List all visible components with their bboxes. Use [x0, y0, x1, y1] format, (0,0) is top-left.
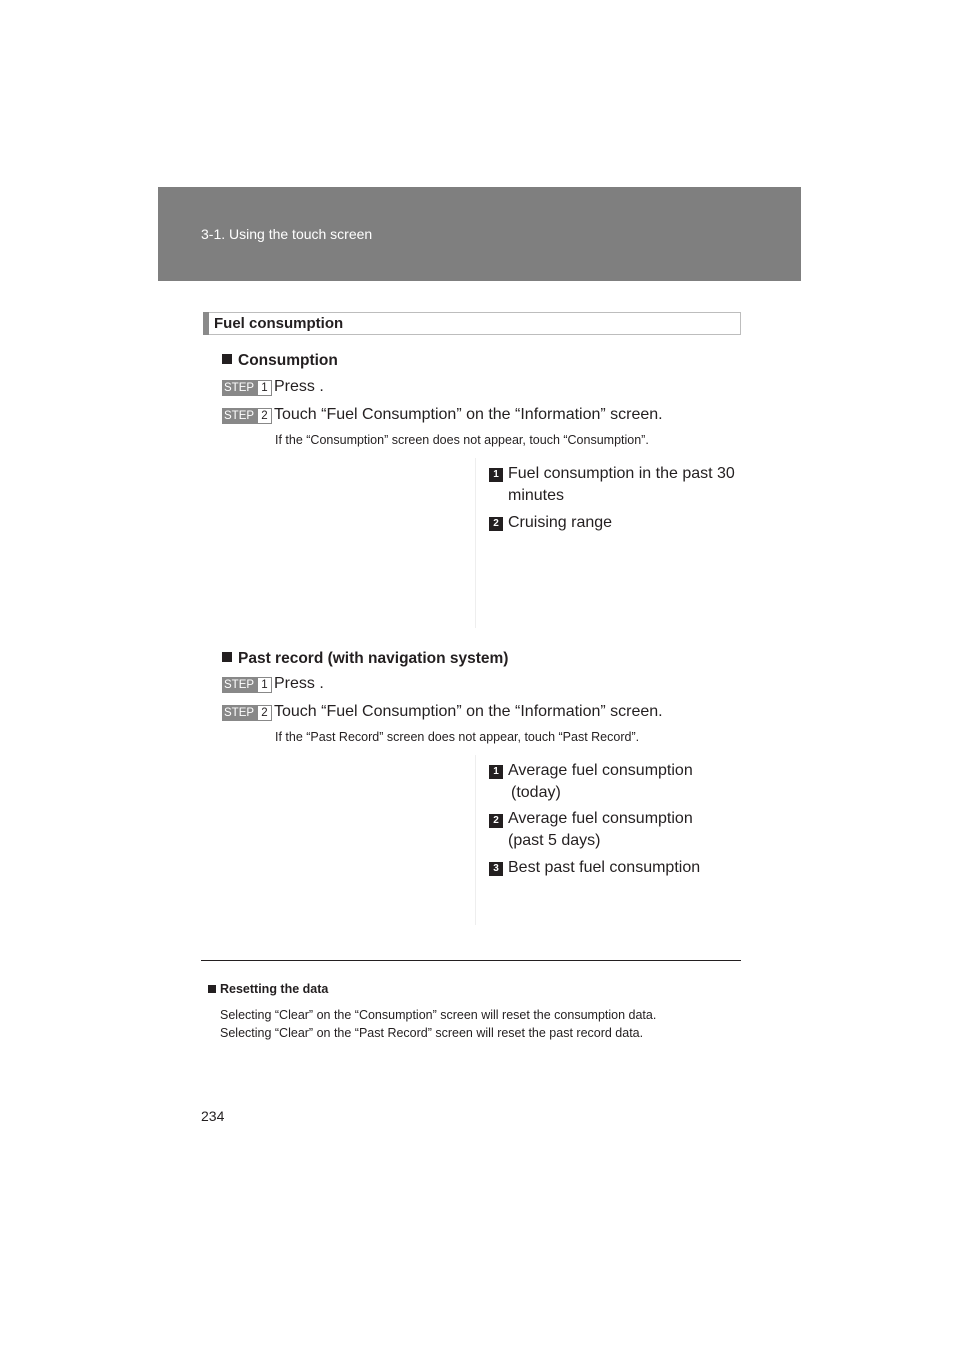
step-word: STEP [222, 380, 258, 396]
footnote-line: Selecting “Clear” on the “Consumption” screen will reset the consumption data. [220, 1008, 657, 1022]
past-record-subheading [222, 650, 508, 668]
legend-text-line: minutes [508, 487, 565, 504]
legend-item: Cruising range [508, 514, 613, 531]
step-badge-1 [222, 380, 272, 396]
step-number: 1 [258, 380, 272, 396]
consumption-screen-illustration [274, 458, 476, 628]
step-number: 2 [258, 408, 272, 424]
consumption-subheading [222, 352, 338, 370]
legend-marker-1: 1 [489, 468, 503, 482]
footnote-line: Selecting “Clear” on the “Past Record” screen will reset the past record data. [220, 1026, 644, 1040]
legend-marker-2: 2 [489, 814, 503, 828]
legend-text-line: Average fuel consumption [508, 810, 693, 827]
consumption-step2-text: Touch “Fuel Consumption” on the “Information” screen. [274, 406, 663, 423]
header-band [158, 187, 801, 281]
legend-item: Best past fuel consumption [508, 859, 701, 876]
step-word: STEP [222, 408, 258, 424]
square-bullet-icon [222, 652, 232, 662]
legend-text-line: Fuel consumption in the past 30 [508, 465, 735, 482]
section-heading [203, 312, 741, 335]
legend-marker-3: 3 [489, 862, 503, 876]
section-breadcrumb: 3-1. Using the touch screen [201, 226, 373, 242]
square-bullet-icon [208, 985, 216, 993]
footnote-divider [201, 960, 741, 961]
step-word: STEP [222, 705, 258, 721]
footnote-heading-text: Resetting the data [220, 982, 329, 996]
legend-text-line: Average fuel consumption [508, 762, 693, 779]
legend-item [508, 808, 693, 852]
section-heading-bar [203, 312, 209, 335]
legend-text-line: (today) [511, 784, 561, 801]
step-badge-1 [222, 677, 272, 693]
past-record-step2-text: Touch “Fuel Consumption” on the “Information” screen. [274, 703, 663, 720]
past-record-screen-illustration [274, 755, 476, 925]
past-record-subheading-text: Past record (with navigation system) [238, 650, 509, 667]
step-badge-2 [222, 408, 272, 424]
past-record-note: If the “Past Record” screen does not appear, touch “Past Record”. [275, 730, 640, 744]
legend-item [508, 760, 693, 804]
past-record-step1-text: Press . [274, 675, 324, 692]
legend-marker-1: 1 [489, 765, 503, 779]
step-badge-2 [222, 705, 272, 721]
section-title: Fuel consumption [214, 315, 344, 332]
step-number: 1 [258, 677, 272, 693]
page-number: 234 [201, 1108, 225, 1124]
square-bullet-icon [222, 354, 232, 364]
step-number: 2 [258, 705, 272, 721]
consumption-step1-text: Press . [274, 378, 324, 395]
legend-marker-2: 2 [489, 517, 503, 531]
step-word: STEP [222, 677, 258, 693]
legend-item [508, 463, 735, 507]
footnote-heading [208, 982, 328, 996]
legend-text-line: (past 5 days) [508, 832, 601, 849]
consumption-note: If the “Consumption” screen does not appear, touch “Consumption”. [275, 433, 649, 447]
consumption-subheading-text: Consumption [238, 352, 338, 369]
